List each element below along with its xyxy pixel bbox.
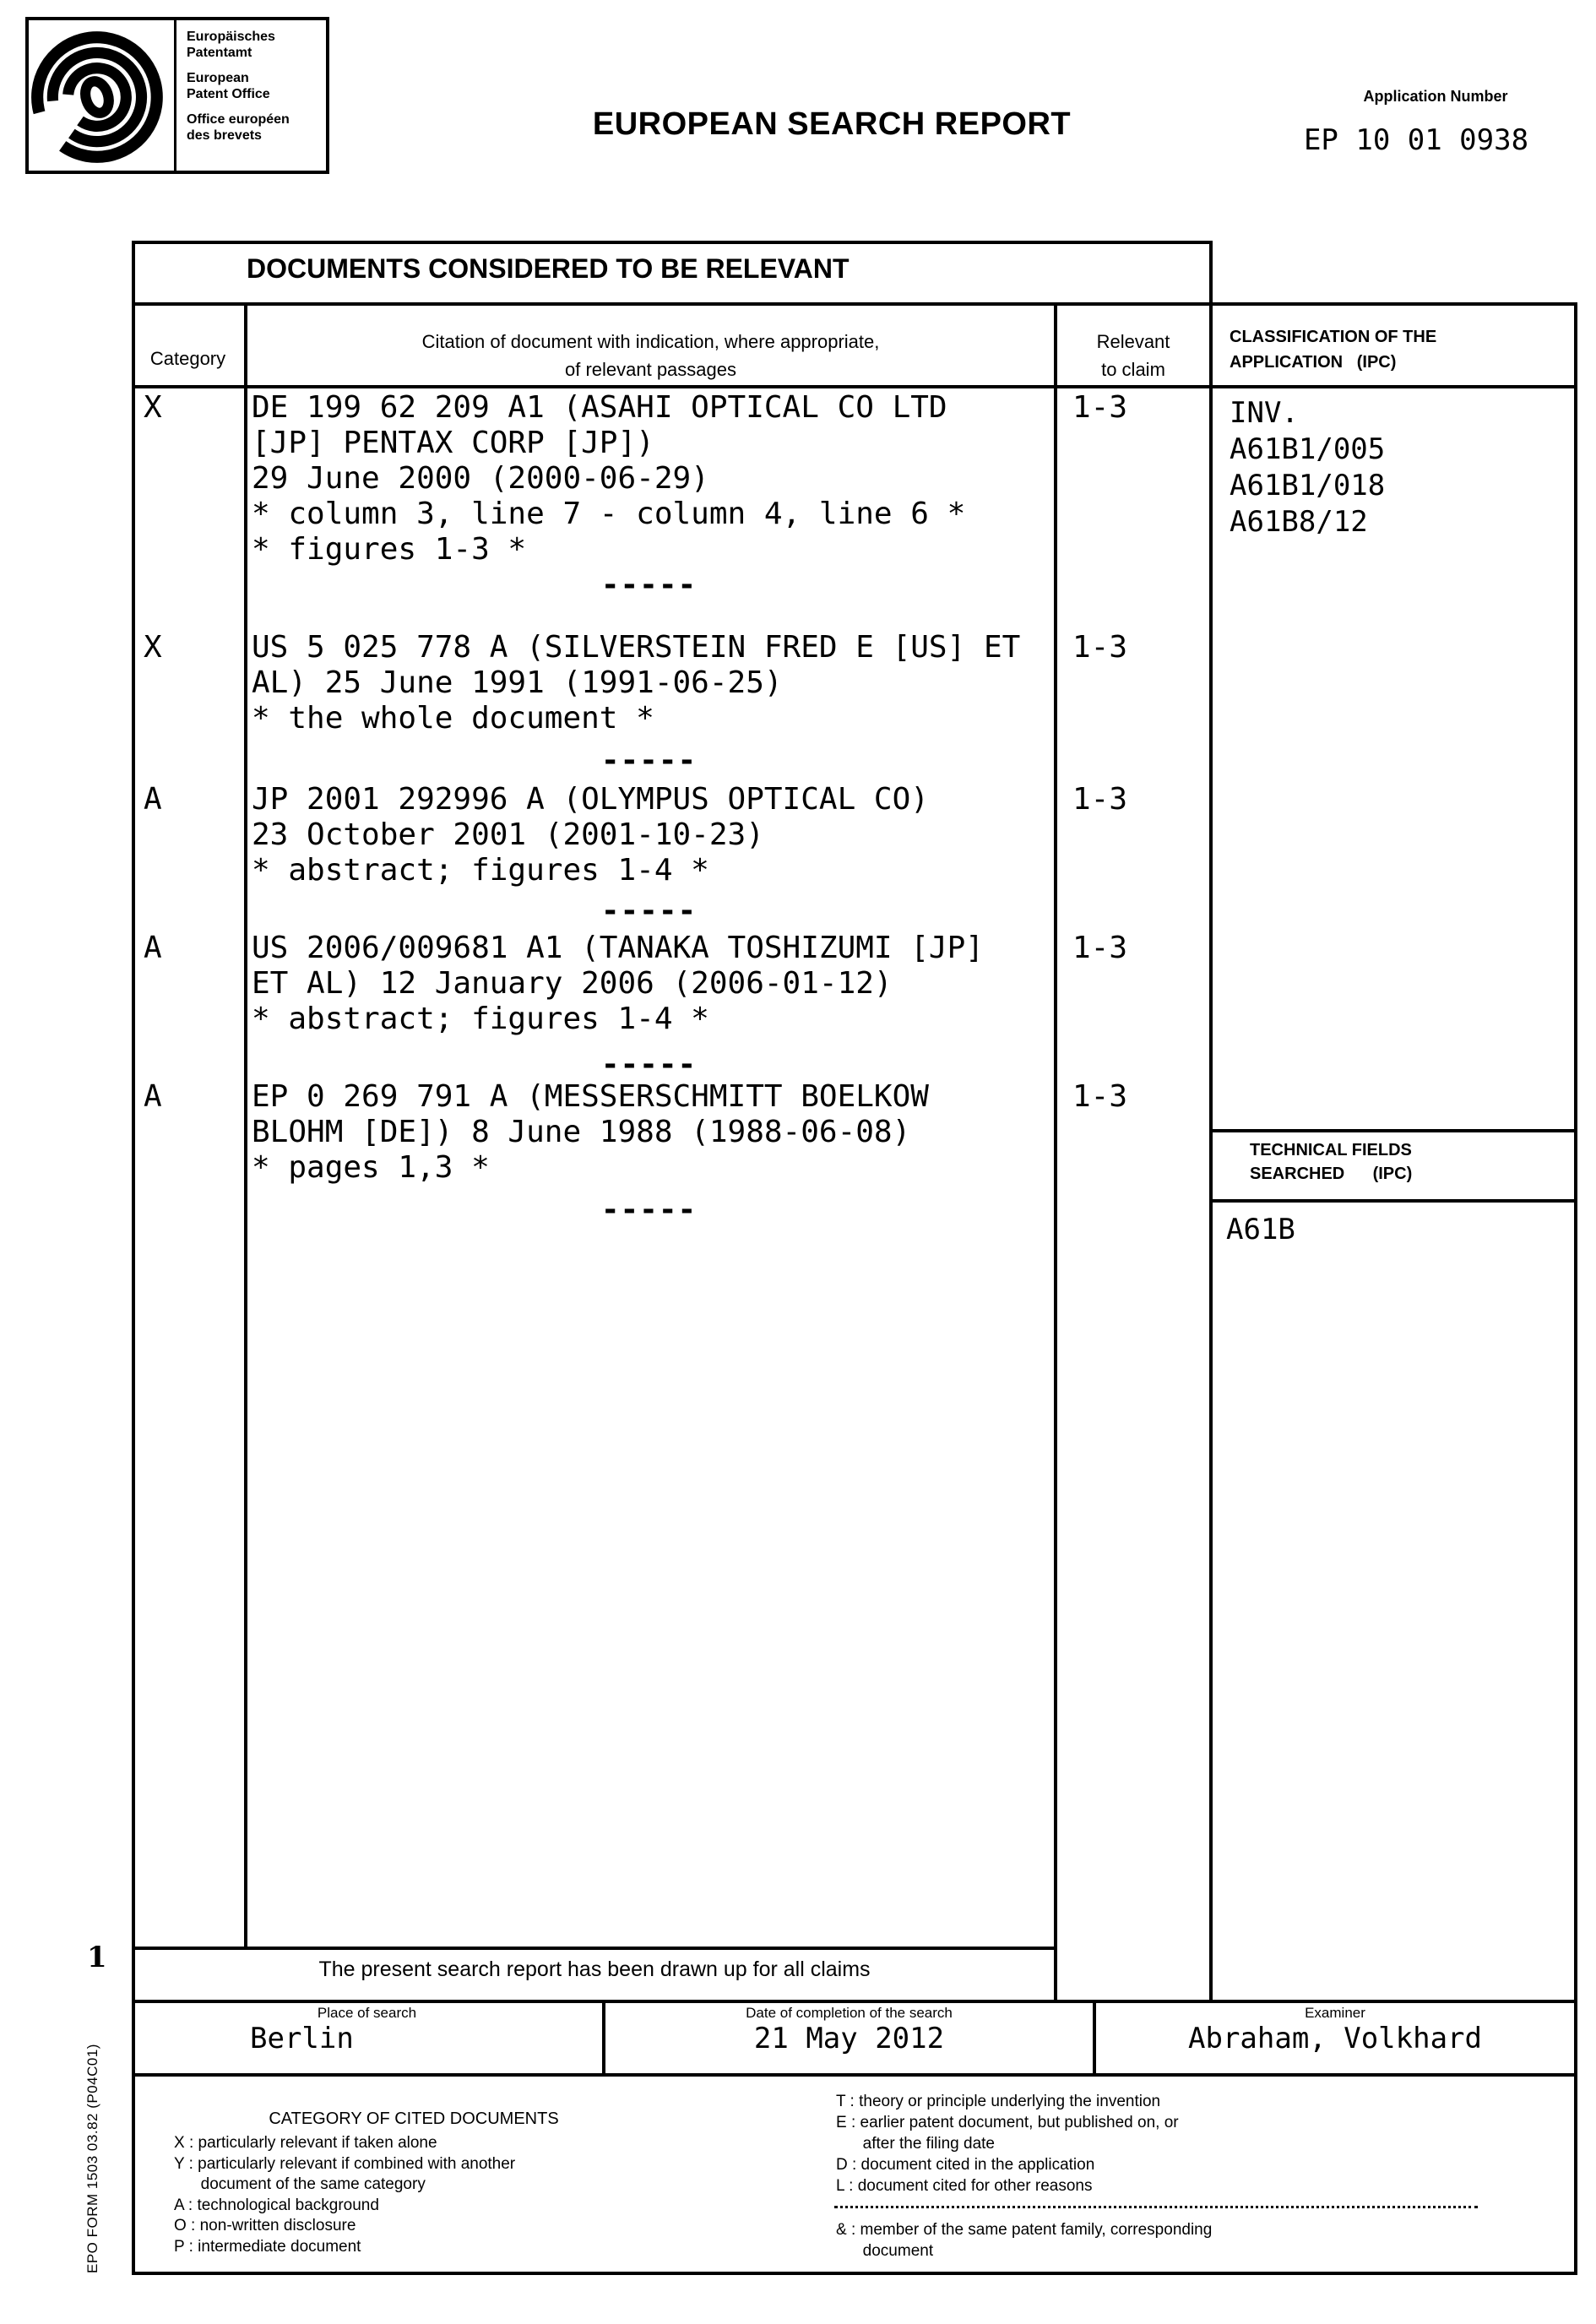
row-1-citation: DE 199 62 209 A1 (ASAHI OPTICAL CO LTD [JP] PENTAX CORP [JP]) 29 June 2000 (2000-06-29) * column 3, line 7 - column 4, line 6 * * figures 1-3 *	[252, 390, 966, 567]
row-3-relevant-claims: 1-3	[1072, 782, 1128, 817]
row-2-relevant-claims: 1-3	[1072, 630, 1128, 665]
sheet-number: 1	[87, 1941, 107, 1974]
row-3-separator: -----	[600, 893, 698, 928]
epo-spiral-logo-icon	[29, 20, 174, 171]
legend-left-items: X : particularly relevant if taken alone Y : particularly relevant if combined with another document of the same category A : technological background O : non-written disclosure P : intermediate document	[174, 2134, 516, 2256]
column-header-classification: CLASSIFICATION OF THE APPLICATION (IPC)	[1230, 328, 1437, 372]
row-4-category: A	[144, 931, 162, 965]
border-bottom	[132, 2272, 1577, 2275]
row-2-citation: US 5 025 778 A (SILVERSTEIN FRED E [US] ET AL) 25 June 1991 (1991-06-25) * the whole document *	[252, 630, 1021, 736]
row-4-separator: -----	[600, 1047, 698, 1082]
row-4-relevant-claims: 1-3	[1072, 931, 1128, 965]
legend-right-items-top: T : theory or principle underlying the invention E : earlier patent document, but published on, or after the filing date D : document cited in the application L : document cited for other reasons	[836, 2093, 1179, 2195]
epo-name-german: Europäisches Patentamt	[187, 30, 275, 60]
column-header-category: Category	[149, 348, 226, 369]
row-5-relevant-claims: 1-3	[1072, 1079, 1128, 1114]
epo-name-french: Office européen des brevets	[187, 112, 290, 143]
technical-fields-value: A61B	[1226, 1213, 1295, 1246]
row-2-separator: -----	[600, 743, 698, 778]
row-5-citation: EP 0 269 791 A (MESSERSCHMITT BOELKOW BLOHM [DE]) 8 June 1988 (1988-06-08) * pages 1,3 *	[252, 1079, 929, 1185]
legend-dotted-divider	[834, 2206, 1478, 2208]
claims-note: The present search report has been drawn up for all claims	[318, 1957, 871, 1981]
border-title-top	[132, 241, 1213, 244]
report-title: EUROPEAN SEARCH REPORT	[592, 106, 1072, 142]
epo-logo-box	[25, 17, 329, 174]
row-3-category: A	[144, 782, 162, 817]
examiner-value: Abraham, Volkhard	[1188, 2022, 1482, 2055]
row-2-category: X	[144, 630, 162, 665]
border-header-bottom	[132, 385, 1577, 388]
border-relevant-divider	[1054, 302, 1057, 2003]
application-number-value: EP 10 01 0938	[1303, 123, 1529, 157]
border-classification-divider	[1209, 241, 1213, 2003]
place-of-search-value: Berlin	[250, 2022, 354, 2055]
border-claims-row-top	[132, 1947, 1057, 1950]
epo-name-english: European Patent Office	[187, 71, 270, 101]
legend-title: CATEGORY OF CITED DOCUMENTS	[269, 2110, 559, 2128]
column-header-relevant: Relevant to claim	[1096, 331, 1170, 380]
epo-form-id: EPO FORM 1503 03.82 (P04C01)	[84, 2044, 100, 2273]
border-title-bottom	[132, 302, 1577, 306]
technical-fields-label: TECHNICAL FIELDS SEARCHED (IPC)	[1250, 1141, 1413, 1183]
date-of-completion-value: 21 May 2012	[753, 2022, 945, 2055]
border-techfields-bottom	[1209, 1199, 1577, 1203]
border-right	[1574, 302, 1577, 2275]
date-of-completion-label: Date of completion of the search	[746, 2005, 953, 2021]
row-1-relevant-claims: 1-3	[1072, 390, 1128, 425]
border-category-divider	[244, 302, 247, 1950]
border-legend-top	[132, 2073, 1577, 2077]
row-1-category: X	[144, 390, 162, 425]
legend-right-items-bottom: & : member of the same patent family, corresponding document	[836, 2221, 1213, 2260]
application-number-label: Application Number	[1363, 88, 1508, 105]
examiner-label: Examiner	[1305, 2005, 1365, 2021]
row-1-separator: -----	[600, 567, 698, 602]
table-title: DOCUMENTS CONSIDERED TO BE RELEVANT	[247, 253, 850, 284]
row-3-citation: JP 2001 292996 A (OLYMPUS OPTICAL CO) 23 October 2001 (2001-10-23) * abstract; figures 1-4 *	[252, 782, 929, 888]
column-header-citation: Citation of document with indication, where appropriate, of relevant passages	[421, 331, 880, 380]
place-of-search-label: Place of search	[317, 2005, 417, 2021]
row-4-citation: US 2006/009681 A1 (TANAKA TOSHIZUMI [JP] ET AL) 12 January 2006 (2006-01-12) * abstract; figures 1-4 *	[252, 931, 984, 1036]
row-5-category: A	[144, 1079, 162, 1114]
border-footer-top	[132, 2000, 1577, 2003]
classification-values: INV. A61B1/005 A61B1/018 A61B8/12	[1230, 396, 1386, 539]
border-techfields-top	[1209, 1129, 1577, 1132]
row-5-separator: -----	[600, 1192, 698, 1227]
